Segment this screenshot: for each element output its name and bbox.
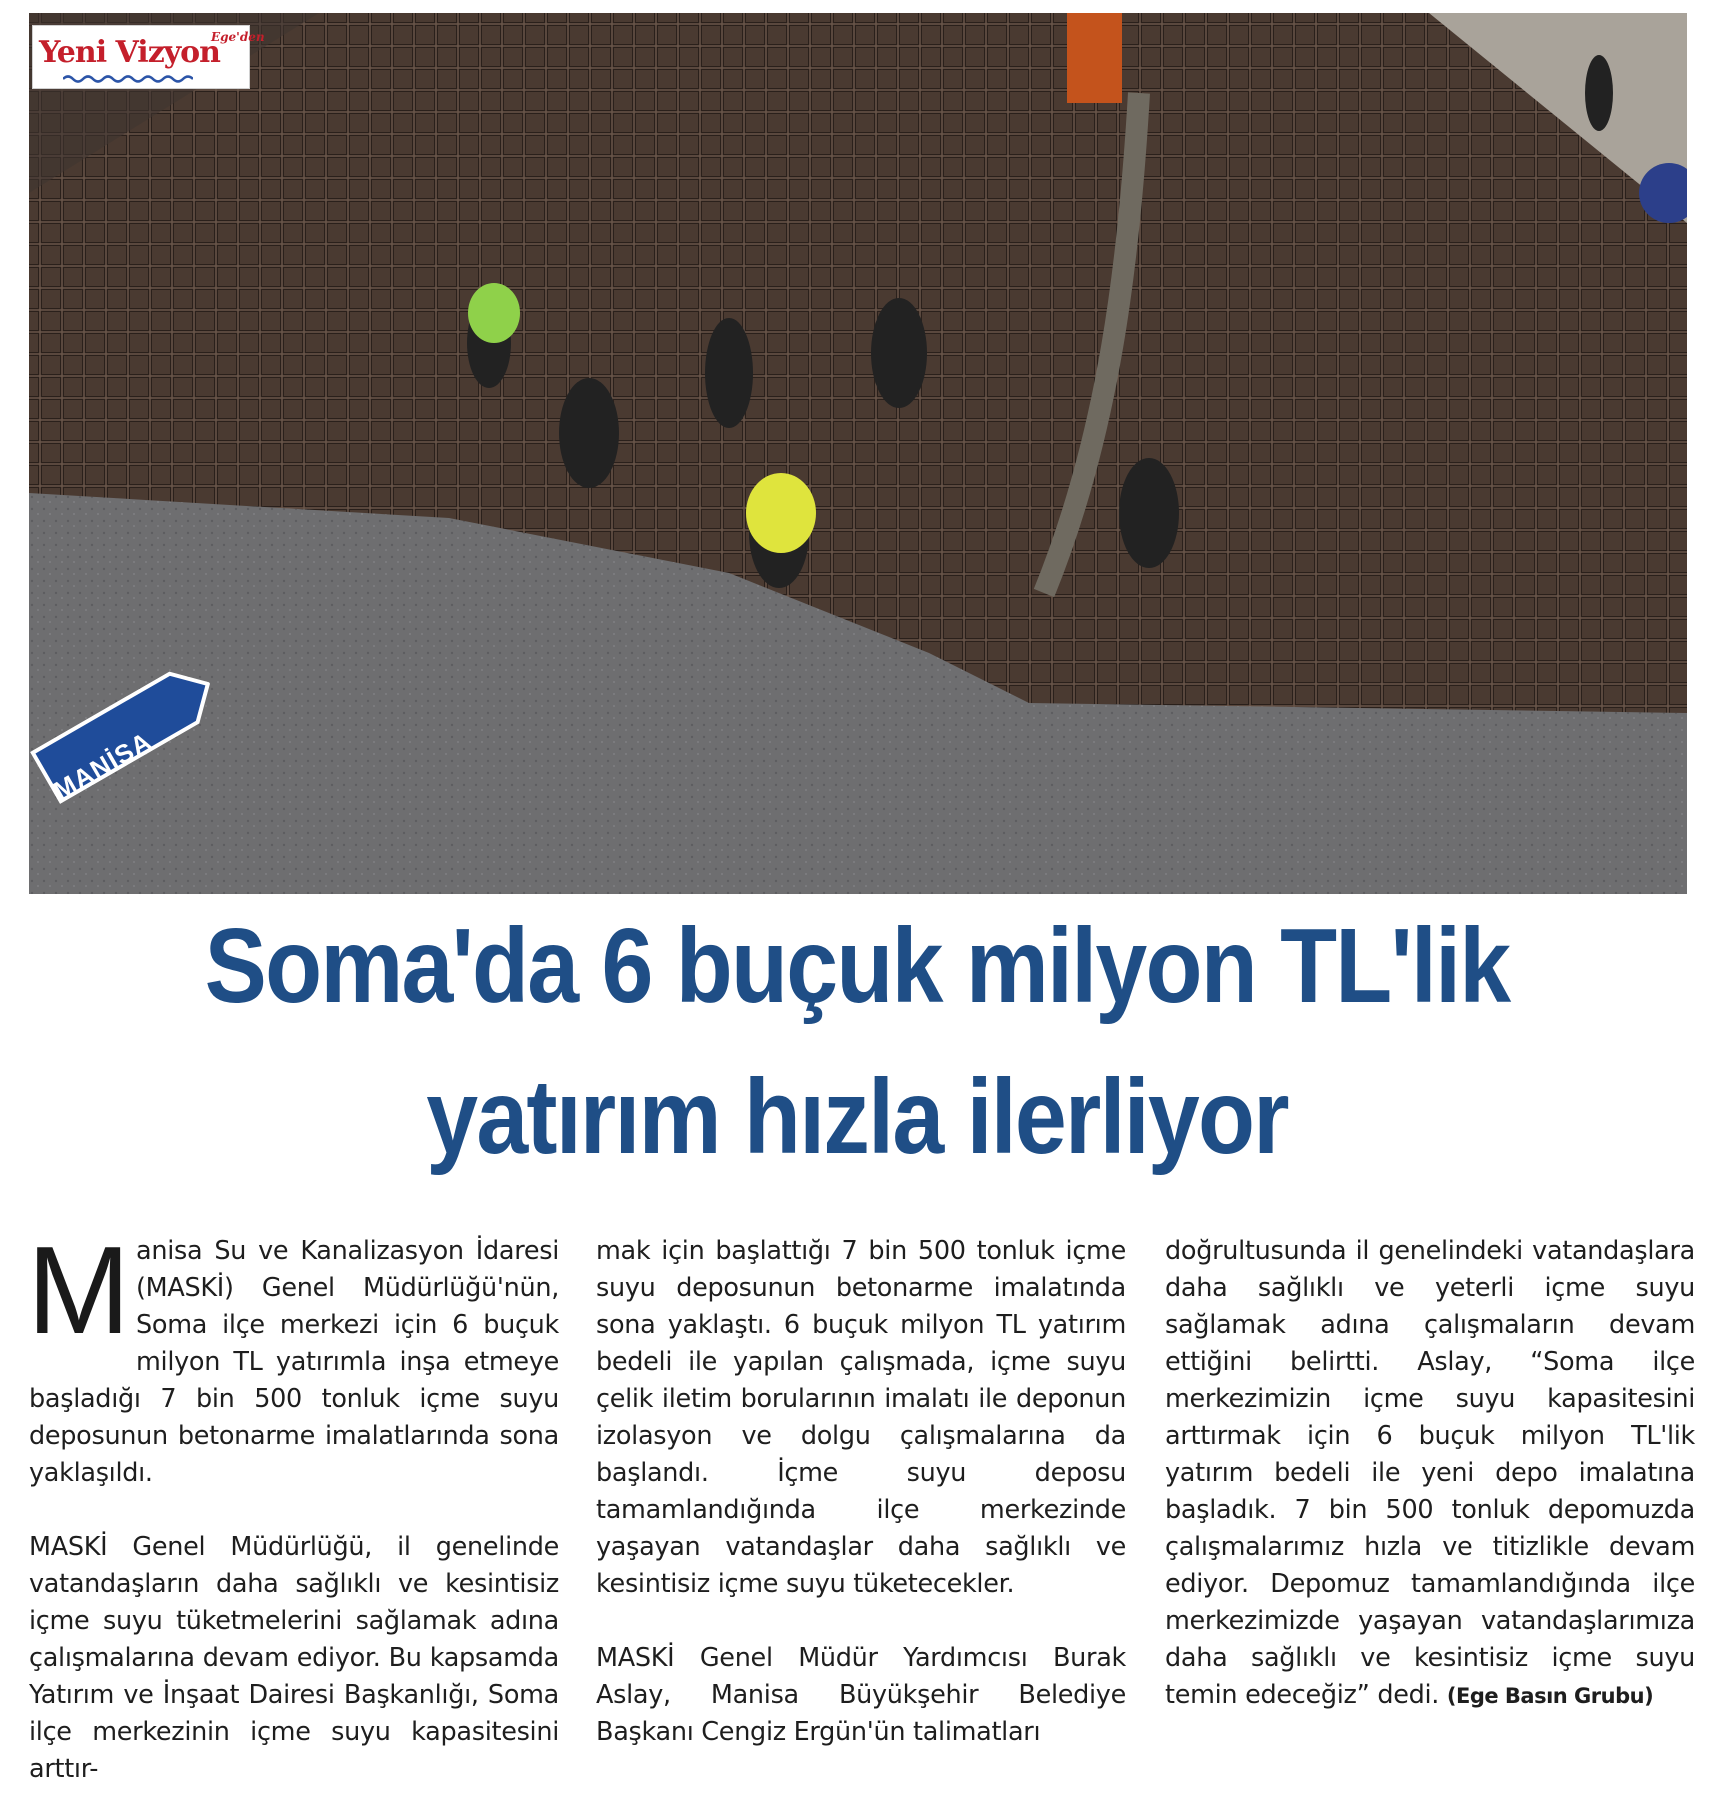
wave-icon [63,74,193,84]
article-column-1 [27,1222,559,1793]
article-photo [29,13,1687,894]
paragraph: mak için başlattığı 7 bin 500 tonluk içme suyu deposunun betonarme imalatında sona yaklaştı. 6 buçuk milyon TL yatırım bedeli ile yapılan çalışmada, içme suyu çelik iletim borularının imalatı ile deponun izolasyon ve dolgu çalışmalarına da başlandı. İçme suyu deposu tamamlandığında ilçe merkezinde yaşayan vatandaşlar daha sağlıklı ve kesintisiz içme suyu tüketecekler. [596,1236,1126,1599]
paragraph-text: anisa Su ve Kanalizasyon İdaresi (MASKİ) Genel Müdürlüğü'nün, Soma ilçe merkezi için 6 buçuk milyon TL yatırımla inşa etmeye başladığı 7 bin 500 tonluk içme suyu deposunun betonarme imalatlarında sona yaklaşıldı. [29,1236,559,1488]
construction-site-image [29,13,1687,894]
headline-line1: Soma'da 6 buçuk milyon TL'lik [204,907,1510,1025]
article-column-2 [596,1233,1126,1793]
source-credit: (Ege Basın Grubu) [1446,1684,1654,1708]
paragraph: MASKİ Genel Müdürlüğü, il genelinde vatandaşların daha sağlıklı ve kesintisiz içme suyu tüketmelerini sağlamak adına çalışmalarına devam ediyor. Bu kapsamda Yatırım ve İnşaat Dairesi Başkanlığı, Soma ilçe merkezinin içme suyu kapasitesini arttır- [29,1532,559,1784]
article-column-3 [1165,1233,1695,1793]
region-badge-label: MANİSA [48,725,158,806]
logo-name: Yeni Vizyon [39,35,220,70]
newspaper-logo [32,25,265,89]
paragraph-text: doğrultusunda il genelindeki vatandaşlara daha sağlıklı ve yeterli içme suyu sağlamak adına çalışmaların devam ettiğini belirtti. Aslay, “Soma ilçe merkezimizin içme suyu kapasitesini arttırmak için 6 buçuk milyon TL'lik yatırım bedeli ile yeni depo imalatına başladık. 7 bin 500 tonluk depomuzda çalışmalarımız hızla ve titizlikle devam ediyor. Depomuz tamamlandığında ilçe merkezimizde yaşayan vatandaşlarımıza daha sağlıklı ve kesintisiz içme suyu temin edeceğiz” dedi. [1165,1236,1695,1710]
paragraph [27,1222,559,1492]
dropcap: M [27,1222,130,1360]
paragraph [1165,1233,1695,1715]
paragraph: MASKİ Genel Müdür Yardımcısı Burak Aslay, Manisa Büyükşehir Belediye Başkanı Cengiz Ergün'ün talimatları [596,1643,1126,1747]
logo-tagline: Ege'den [211,30,265,44]
headline-line2: yatırım hızla ilerliyor [426,1058,1288,1176]
